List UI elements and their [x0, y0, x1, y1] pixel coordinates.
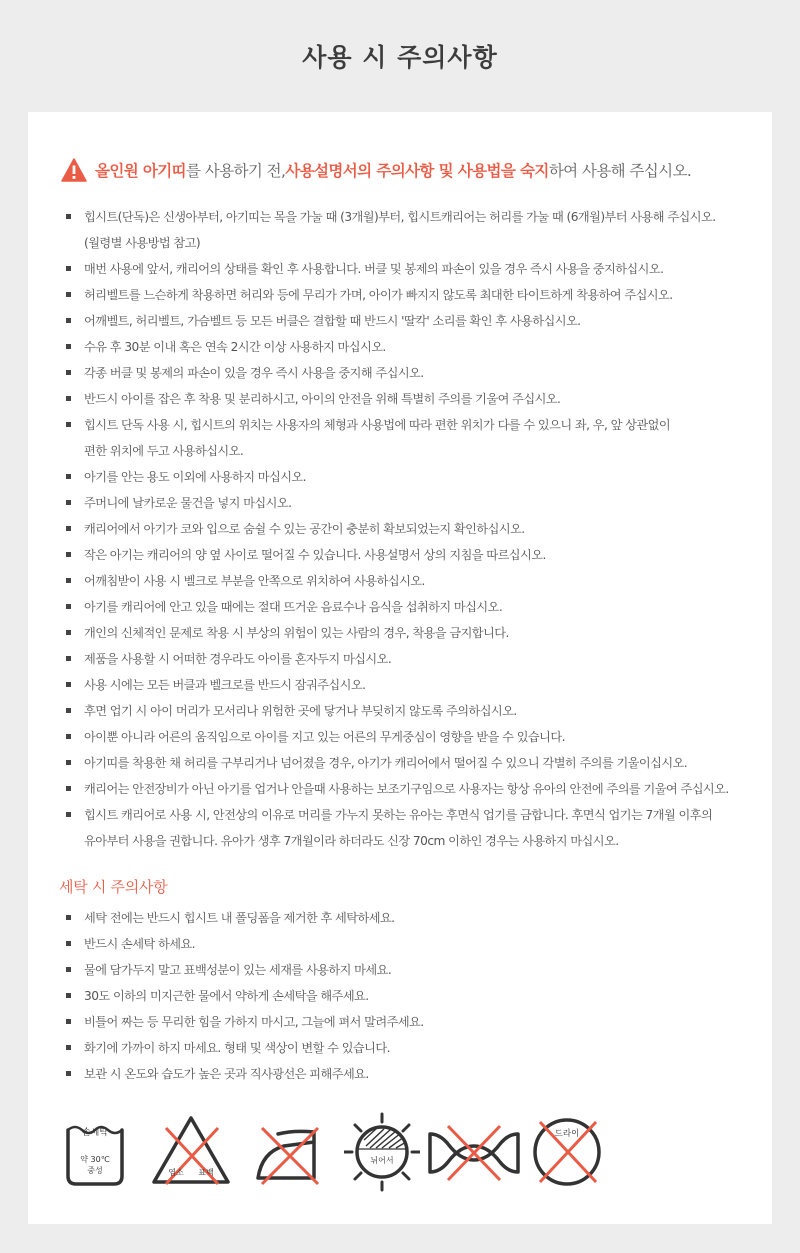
list-item: 힙시트 캐리어로 사용 시, 안전상의 이유로 머리를 가누지 못하는 유아는 후면식 업기를 금합니다. 후면식 업기는 7개월 이후의 — [66, 802, 766, 828]
list-item: 반드시 손세탁 하세요. — [66, 931, 766, 957]
list-item: 아기를 캐리어에 안고 있을 때에는 절대 뜨거운 음료수나 음식을 섭취하지 마십시오. — [66, 594, 766, 620]
no-dry-clean-label: 드라이 — [554, 1129, 580, 1139]
list-item: 아기띠를 착용한 채 허리를 구부리거나 넘어졌을 경우, 아기가 캐리어에서 떨어질 수 있으니 각별히 주의를 기울이십시오. — [66, 750, 766, 776]
list-item: 각종 버클 및 봉제의 파손이 있을 경우 즉시 사용을 중지해 주십시오. — [66, 360, 766, 386]
list-item: 어깨벨트, 허리벨트, 가슴벨트 등 모든 버클은 결합할 때 반드시 '딸칵' 소리를 확인 후 사용하십시오. — [66, 308, 766, 334]
list-item: 보관 시 온도와 습도가 높은 곳과 직사광선은 피해주세요. — [66, 1061, 766, 1087]
warning-triangle-icon — [61, 158, 87, 182]
list-item: 작은 아기는 캐리어의 양 옆 사이로 떨어질 수 있습니다. 사용설명서 상의 지침을 따르십시오. — [66, 542, 766, 568]
warning-emphasis: 사용설명서의 주의사항 및 사용법을 숙지 — [285, 162, 549, 180]
list-item: 허리벨트를 느슨하게 착용하면 허리와 등에 무리가 가며, 아이가 빠지지 않도록 최대한 타이트하게 착용하여 주십시오. — [66, 282, 766, 308]
list-item: 세탁 전에는 반드시 힙시트 내 폴딩폼을 제거한 후 세탁하세요. — [66, 905, 766, 931]
list-item: 매번 사용에 앞서, 캐리어의 상태를 확인 후 사용합니다. 버클 및 봉제의 파손이 있을 경우 즉시 사용을 중지하십시오. — [66, 256, 766, 282]
hand-wash-icon — [62, 1112, 128, 1192]
list-item: 캐리어는 안전장비가 아닌 아기를 업거나 안을때 사용하는 보조기구임으로 사용자는 항상 유아의 안전에 주의를 기울여 주십시오. — [66, 776, 766, 802]
shade-dry-icon — [344, 1112, 420, 1192]
list-item: 비틀어 짜는 등 무리한 힘을 가하지 마시고, 그늘에 펴서 말려주세요. — [66, 1009, 766, 1035]
list-item: 어깨침받이 사용 시 벨크로 부분을 안쪽으로 위치하여 사용하십시오. — [66, 568, 766, 594]
usage-caution-list — [66, 204, 766, 854]
page-title: 사용 시 주의사항 — [302, 43, 498, 72]
list-item: 화기에 가까이 하지 마세요. 형태 및 색상이 변할 수 있습니다. — [66, 1035, 766, 1061]
list-item: 아기를 안는 용도 이외에 사용하지 마십시오. — [66, 464, 766, 490]
list-item: 편한 위치에 두고 사용하십시오. — [84, 444, 244, 458]
no-bleach-icon — [148, 1112, 234, 1192]
list-item: 반드시 아이를 잡은 후 착용 및 분리하시고, 아이의 안전을 위해 특별히 주의를 기울여 주십시오. — [66, 386, 766, 412]
content-card — [28, 112, 772, 1224]
hand-wash-detergent: 중성 — [87, 1166, 103, 1175]
list-item: 힙시트(단독)은 신생아부터, 아기띠는 목을 가눌 때 (3개월)부터, 힙시트캐리어는 허리를 가눌 때 (6개월)부터 사용해 주십시오. — [66, 204, 766, 230]
hand-wash-label: 손세탁 — [81, 1128, 109, 1138]
no-dry-clean-icon — [530, 1112, 604, 1192]
warning-text-1: 를 사용하기 전, — [186, 162, 286, 180]
list-item: 아이뿐 아니라 어른의 움직임으로 아이를 지고 있는 어른의 무게중심이 영향을 받을 수 있습니다. — [66, 724, 766, 750]
list-item: 힙시트 단독 사용 시, 힙시트의 위치는 사용자의 체형과 사용법에 따라 편한 위치가 다를 수 있으니 좌, 우, 앞 상관없이 — [66, 412, 766, 438]
list-item: 주머니에 날카로운 물건을 넣지 마십시오. — [66, 490, 766, 516]
hand-wash-temp: 약 30℃ — [80, 1155, 110, 1164]
no-iron-icon — [254, 1112, 324, 1192]
warning-notice — [61, 155, 761, 185]
no-bleach-label-right: 표백 — [198, 1168, 214, 1177]
warning-text-2: 하여 사용해 주십시오. — [548, 162, 692, 180]
list-item: 물에 담가두지 말고 표백성분이 있는 세재를 사용하지 마세요. — [66, 957, 766, 983]
no-wring-icon — [426, 1112, 522, 1192]
wash-caution-title: 세탁 시 주의사항 — [59, 878, 168, 896]
list-item: 30도 이하의 미지근한 물에서 약하게 손세탁을 해주세요. — [66, 983, 766, 1009]
wash-caution-list — [66, 905, 766, 1087]
list-item: 후면 업기 시 아이 머리가 모서리나 위험한 곳에 닿거나 부딪히지 않도록 주의하십시오. — [66, 698, 766, 724]
list-item: 유아부터 사용을 권합니다. 유아가 생후 7개월이라 하더라도 신장 70cm 이하인 경우는 사용하지 마십시오. — [84, 834, 619, 848]
shade-dry-label: 뉘어서 — [370, 1156, 394, 1165]
list-item: 사용 시에는 모든 버클과 벨크로를 반드시 잠궈주십시오. — [66, 672, 766, 698]
list-item: 개인의 신체적인 문제로 착용 시 부상의 위험이 있는 사람의 경우, 착용을 금지합니다. — [66, 620, 766, 646]
care-symbols — [62, 1112, 582, 1192]
list-item: 캐리어에서 아기가 코와 입으로 숨쉴 수 있는 공간이 충분히 확보되었는지 확인하십시오. — [66, 516, 766, 542]
list-item: (월령별 사용방법 참고) — [84, 236, 201, 250]
list-item: 수유 후 30분 이내 혹은 연속 2시간 이상 사용하지 마십시오. — [66, 334, 766, 360]
list-item: 제품을 사용할 시 어떠한 경우라도 아이를 혼자두지 마십시오. — [66, 646, 766, 672]
no-bleach-label-left: 염소 — [168, 1168, 184, 1177]
warning-product-name: 올인원 아기띠 — [95, 162, 187, 180]
